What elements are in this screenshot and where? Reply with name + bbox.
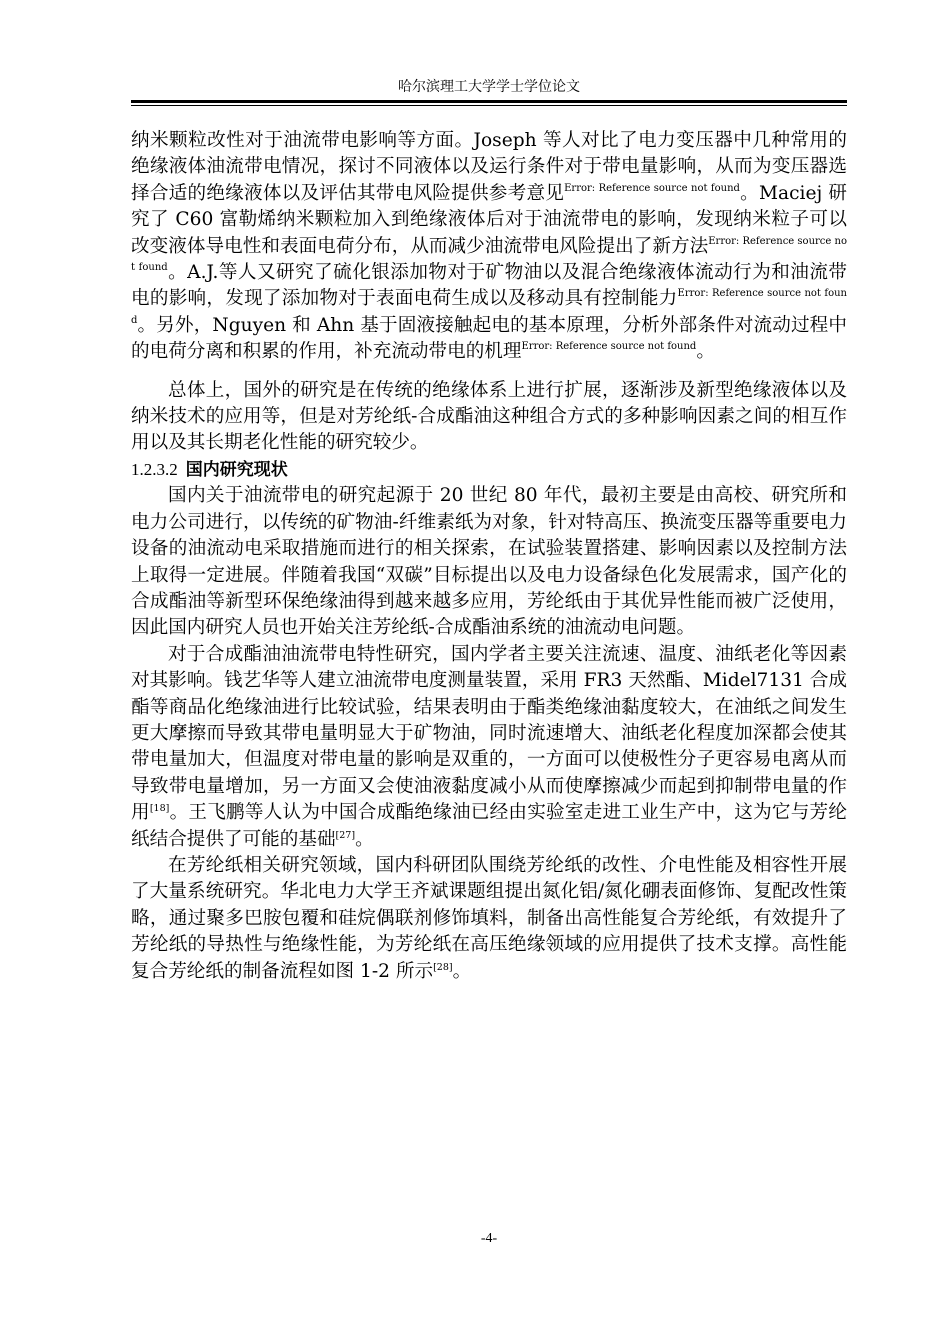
body-text [131, 128, 847, 985]
text-run: 对于合成酯油油流带电特性研究，国内学者主要关注流速、温度、油纸老化等因素对其影响。钱艺华等人建立油流带电度测量装置，采用 FR3 天然酯、Midel7131 合成酯等商品化绝缘油进行比较试验，结果表明由于酯类绝缘油黏度较大，在油纸之间发生更大摩擦而导致其带电量明显大于矿物油，同时流速增大、油纸老化程度加深都会使其带电量加大，但温度对带电量的影响是双重的，一方面可以使极性分子更容易电离从而导致带电量增加，另一方面又会使油液黏度减小从而使摩擦减少而起到抑制带电量的作用 [131, 643, 847, 824]
section-number: 1.2.3.2 [131, 459, 178, 479]
page-number: -4- [480, 1231, 498, 1246]
text-run: 。 [355, 828, 374, 850]
reference-error: Error: Reference source not found [521, 341, 697, 353]
section-title: 国内研究现状 [185, 459, 288, 480]
paragraph-synthetic-ester [131, 642, 847, 853]
text-run: 。A.J.等人又研究了硫化银添加物对于矿物油以及混合绝缘液体流动行为和油流带电的影响，发现了添加物对于表面电荷生成以及移动具有控制能力 [131, 262, 847, 310]
text-run: 。 [696, 341, 715, 363]
paragraph-aramid-paper [131, 853, 847, 985]
text-run: 。Maciej 研究了 C60 富勒烯纳米颗粒加入到绝缘液体后对于油流带电的影响，发现纳米粒子可以改变液体导电性和表面电荷分布，从而减少油流带电风险提出了新方法 [131, 182, 847, 257]
citation: [28] [433, 961, 453, 973]
reference-error: Error: Reference source not found [131, 288, 847, 326]
citation: [27] [335, 829, 356, 841]
text-run: 。另外，Nguyen 和 Ahn 基于固液接触起电的基本原理，分析外部条件对流动过程中的电荷分离和积累的作用，补充流动带电的机理 [131, 314, 847, 363]
reference-error: Error: Reference source not found [564, 182, 740, 194]
text-run: 在芳纶纸相关研究领域，国内科研团队围绕芳纶纸的改性、介电性能及相容性开展了大量系统研究。华北电力大学王齐斌课题组提出氮化铝/氮化硼表面修饰、复配改性策略，通过聚多巴胺包覆和硅烷偶联剂修饰填料，制备出高性能复合芳纶纸，有效提升了芳纶纸的导热性与绝缘性能，为芳纶纸在高压绝缘领域的应用提供了技术支撑。高性能复合芳纶纸的制备流程如图 1-2 所示 [131, 854, 847, 982]
header-rule-thick [131, 100, 847, 103]
reference-error: Error: Reference source not found [131, 235, 847, 274]
header-rule-thin [131, 105, 847, 106]
text-run: 。 [452, 960, 472, 982]
text-run: 纳米颗粒改性对于油流带电影响等方面。Joseph 等人对比了电力变压器中几种常用的绝缘液体油流带电情况，探讨不同液体以及运行条件对于带电量影响，从而为变压器选择合适的绝缘液体以及评估其带电风险提供参考意见 [131, 130, 847, 204]
running-header: 哈尔滨理工大学学士学位论文 [398, 79, 580, 95]
section-heading [131, 457, 847, 483]
paragraph-foreign-summary: 总体上，国外的研究是在传统的绝缘体系上进行扩展，逐渐涉及新型绝缘液体以及纳米技术的应用等，但是对芳纶纸-合成酯油这种组合方式的多种影响因素之间的相互作用以及其长期老化性能的研究较少。 [131, 379, 847, 454]
paragraph-domestic-origin: 国内关于油流带电的研究起源于 20 世纪 80 年代，最初主要是由高校、研究所和电力公司进行，以传统的矿物油-纤维素纸为对象，针对特高压、换流变压器等重要电力设备的油流动电采取措施而进行的相关探索，在试验装置搭建、影响因素以及控制方法上取得一定进展。伴随着我国“双碳”目标提出以及电力设备绿色化发展需求，国产化的合成酯油等新型环保绝缘油得到越来越多应用，芳纶纸由于其优异性能而被广泛使用，因此国内研究人员也开始关注芳纶纸-合成酯油系统的油流动电问题。 [131, 485, 847, 639]
citation: [18] [149, 803, 170, 815]
text-run: 。王飞鹏等人认为中国合成酯绝缘油已经由实验室走进工业生产中，这为它与芳纶纸结合提供了可能的基础 [131, 802, 847, 850]
paragraph-foreign-research-detail [131, 128, 847, 366]
